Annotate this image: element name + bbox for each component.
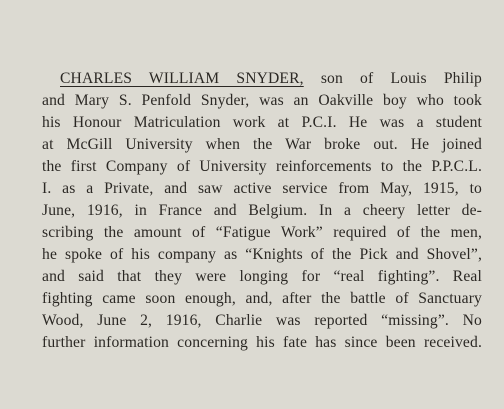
line-1-text: son of Louis Philip bbox=[303, 70, 483, 87]
biography-line-11: fighting came soon enough, and, after the battle of Sanctuary bbox=[42, 290, 482, 307]
biography-line-5: the first Company of University reinforcements to the P.P.C.L. bbox=[42, 158, 482, 175]
biography-line-6: I. as a Private, and saw active service from May, 1915, to bbox=[42, 180, 482, 197]
biography-line-9: he spoke of his company as “Knights of the Pick and Shovel”, bbox=[42, 246, 482, 263]
biography-line-13: further information concerning his fate has since been received. bbox=[42, 334, 482, 351]
biography-line-3: his Honour Matriculation work at P.C.I. He was a student bbox=[42, 114, 482, 131]
biography-line-4: at McGill University when the War broke out. He joined bbox=[42, 136, 482, 153]
biography-line-10: and said that they were longing for “real fighting”. Real bbox=[42, 268, 482, 285]
biography-line-1 bbox=[60, 68, 482, 90]
biography-line-7: June, 1916, in France and Belgium. In a cheery letter de- bbox=[42, 202, 482, 219]
biography-line-8: scribing the amount of “Fatigue Work” required of the men, bbox=[42, 224, 482, 241]
biography-line-12: Wood, June 2, 1916, Charlie was reported “missing”. No bbox=[42, 312, 482, 329]
soldier-name: CHARLES WILLIAM SNYDER, bbox=[60, 70, 304, 87]
biography-line-2: and Mary S. Penfold Snyder, was an Oakville boy who took bbox=[42, 92, 482, 109]
